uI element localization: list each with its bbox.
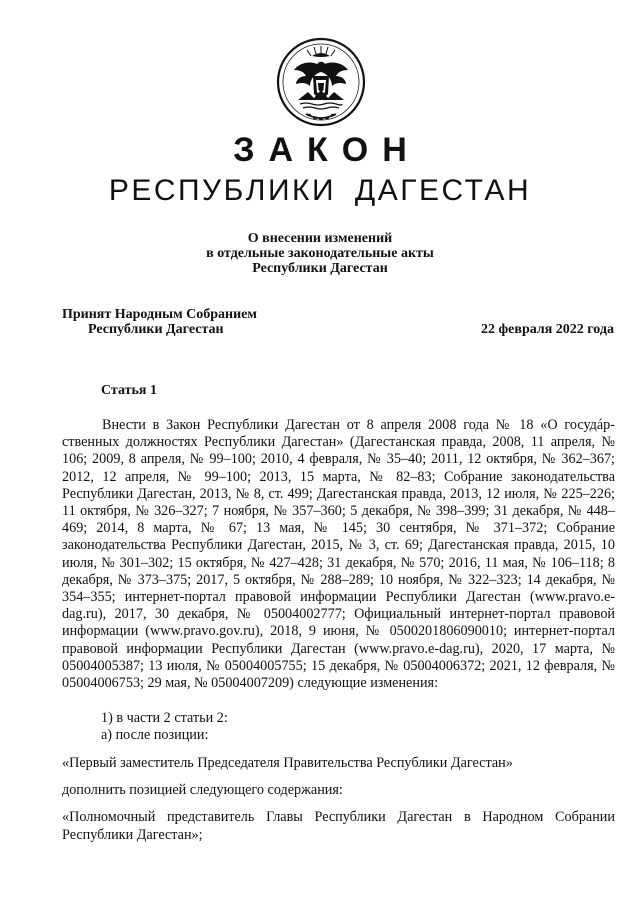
supplement-text: дополнить позицией следующего содержания: (62, 782, 343, 798)
subject-line-3: Республики Дагестан (252, 261, 388, 276)
list-item: 1) в части 2 статьи 2: (101, 710, 228, 726)
adoption-date: 22 февраля 2022 года (481, 322, 614, 337)
list-item: а) после позиции: (101, 727, 209, 743)
dagestan-coat-of-arms-icon (276, 36, 366, 128)
law-subject (0, 231, 640, 276)
law-subtitle: РЕСПУБЛИКИ ДАГЕСТАН (108, 174, 532, 207)
law-title: ЗАКОН (233, 131, 421, 169)
article-paragraph: Внести в Закон Республики Дагестан от 8 апреля 2008 года № 18 «О госудáрственных должностях Республики Дагестан» (Дагестанская правда, 2008, 11 апреля, № 106; 2009, 8 апреля, № 99–100; 2010, 4 февраля, № 35–40; 2011, 12 октября, № 362–367; 2012, 12 апреля, № 99–100; 2013, 15 марта, № 82–83; Собрание законодательства Республики Дагестан, 2013, № 8, ст. 499; Дагестанская правда, 2013, 12 июля, № 225–226; 11 октября, № 326–327; 7 ноября, № 357–360; 5 декабря, № 398–399; 31 декабря, № 448–469; 2014, 8 марта, № 67; 13 мая, № 145; 30 сентября, № 371–372; Собрание законодательства Республики Дагестан, 2015, № 3, ст. 69; Дагестанская правда, 2015, 10 июля, № 301–302; 15 октября, № 427–428; 31 декабря, № 570; 2016, 11 мая, № 106–118; 8 декабря, № 373–375; 2017, 5 октября, № 288–289; 10 ноября, № 322–323; 14 декабря, № 354–355; интернет-портал правовой информации Республики Дагестан (www.pravo.e-dag.ru), 2017, 30 декабря, № 05004002777; Официальный интернет-портал правовой информации (www.pravo.gov.ru), 2018, 9 июня, № 0500201806090010; интернет-портал правовой информации Республики Дагестан (www.pravo.e-dag.ru), 2020, 17 марта, № 05004005387; 13 июля, № 05004005755; 15 декабря, № 05004006372; 2021, 12 февраля, № 05004006753; 29 мая, № 05004007209) следующие изменения: (62, 417, 615, 692)
adoption-block (62, 307, 257, 337)
article-title: Статья 1 (101, 383, 157, 398)
subject-line-2: в отдельные законодательные акты (206, 246, 434, 261)
quoted-new-position: «Полномочный представитель Главы Республики Дагестан в Народном Собрании Республики Дагестан»; (62, 809, 615, 843)
adoption-line-1: Принят Народным Собранием (62, 307, 257, 322)
quoted-position: «Первый заместитель Председателя Правительства Республики Дагестан» (62, 755, 513, 771)
subject-line-1: О внесении изменений (247, 231, 393, 246)
adoption-line-2: Республики Дагестан (88, 322, 224, 337)
